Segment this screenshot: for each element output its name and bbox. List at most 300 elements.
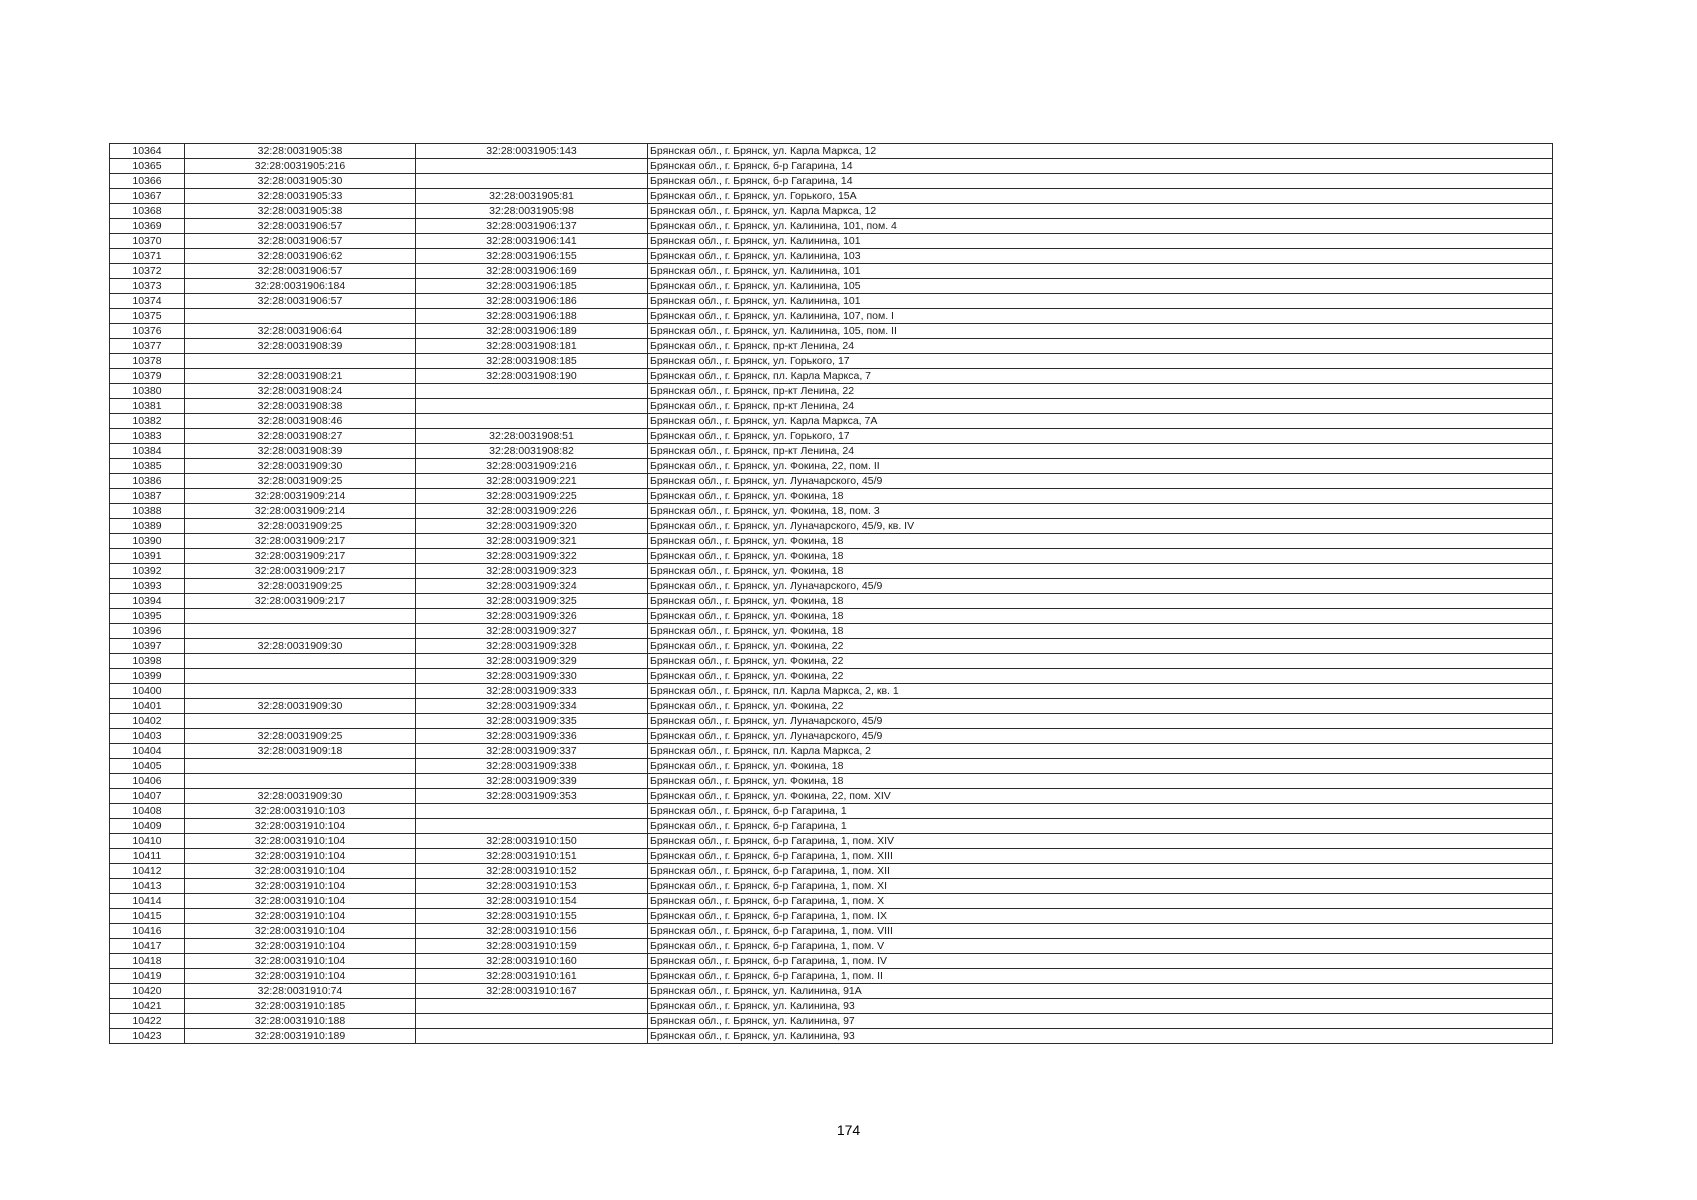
address-cell: Брянская обл., г. Брянск, ул. Калинина, 91А [648,984,1553,999]
object-cadastral-number-cell: 32:28:0031905:81 [416,189,648,204]
table-row [110,774,1553,789]
table-row [110,489,1553,504]
address-cell: Брянская обл., г. Брянск, ул. Калинина, 101 [648,264,1553,279]
table-row [110,999,1553,1014]
cadastral-number-cell: 32:28:0031909:217 [185,534,416,549]
object-cadastral-number-cell: 32:28:0031905:143 [416,144,648,159]
cadastral-number-cell: 32:28:0031910:104 [185,834,416,849]
object-cadastral-number-cell: 32:28:0031910:151 [416,849,648,864]
cadastral-number-cell: 32:28:0031909:25 [185,729,416,744]
cadastral-number-cell: 32:28:0031910:104 [185,969,416,984]
object-cadastral-number-cell: 32:28:0031909:323 [416,564,648,579]
cadastral-number-cell: 32:28:0031906:57 [185,234,416,249]
address-cell: Брянская обл., г. Брянск, б-р Гагарина, 1, пом. X [648,894,1553,909]
cadastral-number-cell: 32:28:0031909:25 [185,474,416,489]
cadastral-number-cell: 32:28:0031910:104 [185,939,416,954]
cadastral-number-cell: 32:28:0031910:104 [185,894,416,909]
object-cadastral-number-cell: 32:28:0031908:185 [416,354,648,369]
row-number-cell: 10382 [110,414,185,429]
row-number-cell: 10407 [110,789,185,804]
address-cell: Брянская обл., г. Брянск, пр-кт Ленина, 22 [648,384,1553,399]
table-row [110,699,1553,714]
address-cell: Брянская обл., г. Брянск, ул. Калинина, 101, пом. 4 [648,219,1553,234]
address-cell: Брянская обл., г. Брянск, ул. Фокина, 18 [648,594,1553,609]
object-cadastral-number-cell: 32:28:0031906:141 [416,234,648,249]
address-cell: Брянская обл., г. Брянск, ул. Калинина, 105 [648,279,1553,294]
object-cadastral-number-cell: 32:28:0031909:325 [416,594,648,609]
row-number-cell: 10405 [110,759,185,774]
object-cadastral-number-cell: 32:28:0031909:335 [416,714,648,729]
address-cell: Брянская обл., г. Брянск, ул. Фокина, 18 [648,774,1553,789]
address-cell: Брянская обл., г. Брянск, б-р Гагарина, 1, пом. VIII [648,924,1553,939]
table-row [110,234,1553,249]
address-cell: Брянская обл., г. Брянск, ул. Горького, 15А [648,189,1553,204]
table-row [110,189,1553,204]
address-cell: Брянская обл., г. Брянск, б-р Гагарина, 1 [648,804,1553,819]
row-number-cell: 10368 [110,204,185,219]
row-number-cell: 10408 [110,804,185,819]
page-number: 174 [836,1122,861,1138]
object-cadastral-number-cell: 32:28:0031909:339 [416,774,648,789]
object-cadastral-number-cell: 32:28:0031909:226 [416,504,648,519]
address-cell: Брянская обл., г. Брянск, б-р Гагарина, 1, пом. II [648,969,1553,984]
row-number-cell: 10374 [110,294,185,309]
table-row [110,174,1553,189]
row-number-cell: 10416 [110,924,185,939]
address-cell: Брянская обл., г. Брянск, б-р Гагарина, 1, пом. XIV [648,834,1553,849]
cadastral-number-cell: 32:28:0031910:104 [185,909,416,924]
table-row [110,654,1553,669]
cadastral-number-cell: 32:28:0031909:30 [185,459,416,474]
row-number-cell: 10397 [110,639,185,654]
cadastral-number-cell: 32:28:0031909:217 [185,549,416,564]
object-cadastral-number-cell: 32:28:0031909:320 [416,519,648,534]
table-row [110,969,1553,984]
object-cadastral-number-cell [416,804,648,819]
cadastral-number-cell [185,624,416,639]
cadastral-number-cell [185,309,416,324]
row-number-cell: 10369 [110,219,185,234]
table-row [110,264,1553,279]
address-cell: Брянская обл., г. Брянск, ул. Луначарского, 45/9, кв. IV [648,519,1553,534]
table-row [110,1029,1553,1044]
address-cell: Брянская обл., г. Брянск, ул. Калинина, 93 [648,999,1553,1014]
address-cell: Брянская обл., г. Брянск, ул. Фокина, 22, пом. XIV [648,789,1553,804]
table-row [110,639,1553,654]
cadastral-number-cell: 32:28:0031910:104 [185,819,416,834]
table-row [110,564,1553,579]
address-cell: Брянская обл., г. Брянск, ул. Калинина, 101 [648,294,1553,309]
cadastral-number-cell: 32:28:0031909:30 [185,699,416,714]
cadastral-number-cell: 32:28:0031910:104 [185,954,416,969]
cadastral-number-cell: 32:28:0031909:25 [185,579,416,594]
object-cadastral-number-cell [416,174,648,189]
address-cell: Брянская обл., г. Брянск, ул. Горького, 17 [648,429,1553,444]
object-cadastral-number-cell: 32:28:0031905:98 [416,204,648,219]
row-number-cell: 10415 [110,909,185,924]
object-cadastral-number-cell: 32:28:0031909:225 [416,489,648,504]
table-row [110,864,1553,879]
object-cadastral-number-cell: 32:28:0031909:337 [416,744,648,759]
registry-table [109,143,1553,1044]
object-cadastral-number-cell: 32:28:0031910:167 [416,984,648,999]
table-row [110,744,1553,759]
address-cell: Брянская обл., г. Брянск, ул. Калинина, 101 [648,234,1553,249]
address-cell: Брянская обл., г. Брянск, ул. Луначарского, 45/9 [648,729,1553,744]
object-cadastral-number-cell: 32:28:0031909:327 [416,624,648,639]
cadastral-number-cell: 32:28:0031910:104 [185,864,416,879]
row-number-cell: 10398 [110,654,185,669]
cadastral-number-cell: 32:28:0031905:38 [185,204,416,219]
table-row [110,159,1553,174]
address-cell: Брянская обл., г. Брянск, б-р Гагарина, 1, пом. XIII [648,849,1553,864]
address-cell: Брянская обл., г. Брянск, ул. Луначарского, 45/9 [648,474,1553,489]
address-cell: Брянская обл., г. Брянск, пл. Карла Маркса, 7 [648,369,1553,384]
row-number-cell: 10413 [110,879,185,894]
table-row [110,759,1553,774]
table-row [110,624,1553,639]
row-number-cell: 10378 [110,354,185,369]
object-cadastral-number-cell: 32:28:0031909:329 [416,654,648,669]
cadastral-number-cell: 32:28:0031910:189 [185,1029,416,1044]
row-number-cell: 10375 [110,309,185,324]
row-number-cell: 10386 [110,474,185,489]
object-cadastral-number-cell: 32:28:0031909:330 [416,669,648,684]
row-number-cell: 10412 [110,864,185,879]
table-row [110,954,1553,969]
object-cadastral-number-cell: 32:28:0031910:150 [416,834,648,849]
object-cadastral-number-cell: 32:28:0031906:155 [416,249,648,264]
cadastral-number-cell: 32:28:0031909:18 [185,744,416,759]
cadastral-number-cell [185,354,416,369]
table-row [110,849,1553,864]
cadastral-number-cell: 32:28:0031909:214 [185,489,416,504]
object-cadastral-number-cell: 32:28:0031910:152 [416,864,648,879]
row-number-cell: 10364 [110,144,185,159]
object-cadastral-number-cell: 32:28:0031910:154 [416,894,648,909]
cadastral-number-cell: 32:28:0031910:74 [185,984,416,999]
cadastral-number-cell [185,759,416,774]
row-number-cell: 10399 [110,669,185,684]
table-row [110,474,1553,489]
object-cadastral-number-cell: 32:28:0031906:185 [416,279,648,294]
address-cell: Брянская обл., г. Брянск, ул. Карла Маркса, 12 [648,204,1553,219]
table-row [110,789,1553,804]
address-cell: Брянская обл., г. Брянск, ул. Фокина, 18 [648,534,1553,549]
table-row [110,984,1553,999]
table-row [110,534,1553,549]
object-cadastral-number-cell: 32:28:0031906:169 [416,264,648,279]
table-row [110,354,1553,369]
address-cell: Брянская обл., г. Брянск, ул. Фокина, 18, пом. 3 [648,504,1553,519]
table-row [110,519,1553,534]
object-cadastral-number-cell: 32:28:0031906:137 [416,219,648,234]
cadastral-number-cell: 32:28:0031906:57 [185,264,416,279]
table-row [110,249,1553,264]
cadastral-number-cell: 32:28:0031908:21 [185,369,416,384]
row-number-cell: 10387 [110,489,185,504]
object-cadastral-number-cell: 32:28:0031909:328 [416,639,648,654]
address-cell: Брянская обл., г. Брянск, ул. Фокина, 18 [648,759,1553,774]
table-row [110,594,1553,609]
object-cadastral-number-cell [416,1029,648,1044]
address-cell: Брянская обл., г. Брянск, пр-кт Ленина, 24 [648,399,1553,414]
row-number-cell: 10417 [110,939,185,954]
address-cell: Брянская обл., г. Брянск, ул. Фокина, 22 [648,639,1553,654]
object-cadastral-number-cell: 32:28:0031909:326 [416,609,648,624]
object-cadastral-number-cell: 32:28:0031909:338 [416,759,648,774]
object-cadastral-number-cell: 32:28:0031906:186 [416,294,648,309]
address-cell: Брянская обл., г. Брянск, ул. Калинина, 105, пом. II [648,324,1553,339]
cadastral-number-cell: 32:28:0031905:216 [185,159,416,174]
object-cadastral-number-cell: 32:28:0031906:189 [416,324,648,339]
row-number-cell: 10367 [110,189,185,204]
table-row [110,729,1553,744]
address-cell: Брянская обл., г. Брянск, ул. Фокина, 22, пом. II [648,459,1553,474]
address-cell: Брянская обл., г. Брянск, ул. Горького, 17 [648,354,1553,369]
cadastral-number-cell: 32:28:0031909:217 [185,564,416,579]
address-cell: Брянская обл., г. Брянск, б-р Гагарина, 14 [648,174,1553,189]
row-number-cell: 10400 [110,684,185,699]
address-cell: Брянская обл., г. Брянск, б-р Гагарина, 1, пом. IV [648,954,1553,969]
row-number-cell: 10396 [110,624,185,639]
cadastral-number-cell: 32:28:0031908:38 [185,399,416,414]
address-cell: Брянская обл., г. Брянск, б-р Гагарина, 1, пом. XII [648,864,1553,879]
cadastral-number-cell: 32:28:0031909:30 [185,639,416,654]
cadastral-number-cell [185,774,416,789]
address-cell: Брянская обл., г. Брянск, б-р Гагарина, 14 [648,159,1553,174]
address-cell: Брянская обл., г. Брянск, ул. Фокина, 22 [648,699,1553,714]
row-number-cell: 10410 [110,834,185,849]
cadastral-number-cell: 32:28:0031906:184 [185,279,416,294]
address-cell: Брянская обл., г. Брянск, ул. Фокина, 18 [648,609,1553,624]
object-cadastral-number-cell: 32:28:0031909:333 [416,684,648,699]
row-number-cell: 10385 [110,459,185,474]
cadastral-number-cell: 32:28:0031908:39 [185,339,416,354]
table-row [110,504,1553,519]
row-number-cell: 10421 [110,999,185,1014]
row-number-cell: 10402 [110,714,185,729]
row-number-cell: 10370 [110,234,185,249]
cadastral-number-cell: 32:28:0031909:217 [185,594,416,609]
table-row [110,324,1553,339]
row-number-cell: 10373 [110,279,185,294]
address-cell: Брянская обл., г. Брянск, б-р Гагарина, 1, пом. V [648,939,1553,954]
object-cadastral-number-cell [416,384,648,399]
object-cadastral-number-cell: 32:28:0031910:161 [416,969,648,984]
object-cadastral-number-cell: 32:28:0031910:156 [416,924,648,939]
address-cell: Брянская обл., г. Брянск, ул. Луначарского, 45/9 [648,579,1553,594]
row-number-cell: 10420 [110,984,185,999]
object-cadastral-number-cell: 32:28:0031909:324 [416,579,648,594]
address-cell: Брянская обл., г. Брянск, пл. Карла Маркса, 2 [648,744,1553,759]
cadastral-number-cell [185,714,416,729]
address-cell: Брянская обл., г. Брянск, ул. Фокина, 22 [648,654,1553,669]
address-cell: Брянская обл., г. Брянск, пл. Карла Маркса, 2, кв. 1 [648,684,1553,699]
table-row [110,894,1553,909]
row-number-cell: 10414 [110,894,185,909]
address-cell: Брянская обл., г. Брянск, пр-кт Ленина, 24 [648,339,1553,354]
table-row [110,549,1553,564]
object-cadastral-number-cell: 32:28:0031908:51 [416,429,648,444]
cadastral-number-cell: 32:28:0031906:64 [185,324,416,339]
address-cell: Брянская обл., г. Брянск, ул. Калинина, 97 [648,1014,1553,1029]
object-cadastral-number-cell: 32:28:0031909:221 [416,474,648,489]
row-number-cell: 10409 [110,819,185,834]
row-number-cell: 10411 [110,849,185,864]
object-cadastral-number-cell: 32:28:0031910:159 [416,939,648,954]
table-row [110,684,1553,699]
object-cadastral-number-cell: 32:28:0031910:153 [416,879,648,894]
table-row [110,924,1553,939]
object-cadastral-number-cell [416,399,648,414]
table-row [110,609,1553,624]
address-cell: Брянская обл., г. Брянск, ул. Фокина, 18 [648,489,1553,504]
row-number-cell: 10383 [110,429,185,444]
cadastral-number-cell: 32:28:0031905:30 [185,174,416,189]
object-cadastral-number-cell: 32:28:0031910:155 [416,909,648,924]
object-cadastral-number-cell: 32:28:0031909:322 [416,549,648,564]
object-cadastral-number-cell [416,819,648,834]
cadastral-number-cell: 32:28:0031906:62 [185,249,416,264]
cadastral-number-cell: 32:28:0031909:30 [185,789,416,804]
table-row [110,804,1553,819]
table-row [110,579,1553,594]
object-cadastral-number-cell [416,999,648,1014]
address-cell: Брянская обл., г. Брянск, пр-кт Ленина, 24 [648,444,1553,459]
row-number-cell: 10390 [110,534,185,549]
cadastral-number-cell: 32:28:0031910:103 [185,804,416,819]
cadastral-number-cell [185,669,416,684]
object-cadastral-number-cell [416,414,648,429]
table-row [110,294,1553,309]
table-row [110,429,1553,444]
address-cell: Брянская обл., г. Брянск, ул. Калинина, 93 [648,1029,1553,1044]
row-number-cell: 10395 [110,609,185,624]
object-cadastral-number-cell [416,1014,648,1029]
table-row [110,414,1553,429]
row-number-cell: 10391 [110,549,185,564]
table-row [110,459,1553,474]
row-number-cell: 10423 [110,1029,185,1044]
table-row [110,279,1553,294]
address-cell: Брянская обл., г. Брянск, ул. Фокина, 18 [648,549,1553,564]
table-row [110,384,1553,399]
object-cadastral-number-cell: 32:28:0031909:336 [416,729,648,744]
row-number-cell: 10377 [110,339,185,354]
object-cadastral-number-cell: 32:28:0031906:188 [416,309,648,324]
object-cadastral-number-cell: 32:28:0031909:334 [416,699,648,714]
cadastral-number-cell: 32:28:0031910:104 [185,924,416,939]
row-number-cell: 10419 [110,969,185,984]
address-cell: Брянская обл., г. Брянск, ул. Калинина, 107, пом. I [648,309,1553,324]
row-number-cell: 10401 [110,699,185,714]
row-number-cell: 10403 [110,729,185,744]
address-cell: Брянская обл., г. Брянск, ул. Калинина, 103 [648,249,1553,264]
address-cell: Брянская обл., г. Брянск, ул. Фокина, 18 [648,564,1553,579]
address-cell: Брянская обл., г. Брянск, б-р Гагарина, 1, пом. XI [648,879,1553,894]
row-number-cell: 10376 [110,324,185,339]
row-number-cell: 10394 [110,594,185,609]
row-number-cell: 10422 [110,1014,185,1029]
cadastral-number-cell: 32:28:0031909:214 [185,504,416,519]
cadastral-number-cell: 32:28:0031910:188 [185,1014,416,1029]
cadastral-number-cell: 32:28:0031905:38 [185,144,416,159]
table-row [110,399,1553,414]
table-row [110,309,1553,324]
row-number-cell: 10389 [110,519,185,534]
table-row [110,369,1553,384]
row-number-cell: 10366 [110,174,185,189]
cadastral-number-cell [185,684,416,699]
table-row [110,339,1553,354]
cadastral-number-cell: 32:28:0031910:185 [185,999,416,1014]
cadastral-number-cell: 32:28:0031906:57 [185,219,416,234]
table-row [110,939,1553,954]
table-row [110,219,1553,234]
cadastral-number-cell: 32:28:0031908:24 [185,384,416,399]
object-cadastral-number-cell: 32:28:0031909:353 [416,789,648,804]
row-number-cell: 10365 [110,159,185,174]
object-cadastral-number-cell: 32:28:0031908:82 [416,444,648,459]
row-number-cell: 10381 [110,399,185,414]
object-cadastral-number-cell [416,159,648,174]
address-cell: Брянская обл., г. Брянск, ул. Карла Маркса, 7А [648,414,1553,429]
table-row [110,1014,1553,1029]
row-number-cell: 10372 [110,264,185,279]
cadastral-number-cell: 32:28:0031910:104 [185,879,416,894]
address-cell: Брянская обл., г. Брянск, б-р Гагарина, 1 [648,819,1553,834]
table-row [110,879,1553,894]
row-number-cell: 10406 [110,774,185,789]
table-body [110,144,1553,1044]
address-cell: Брянская обл., г. Брянск, ул. Луначарского, 45/9 [648,714,1553,729]
object-cadastral-number-cell: 32:28:0031910:160 [416,954,648,969]
object-cadastral-number-cell: 32:28:0031908:190 [416,369,648,384]
object-cadastral-number-cell: 32:28:0031908:181 [416,339,648,354]
table-row [110,669,1553,684]
row-number-cell: 10379 [110,369,185,384]
row-number-cell: 10404 [110,744,185,759]
object-cadastral-number-cell: 32:28:0031909:216 [416,459,648,474]
cadastral-number-cell [185,654,416,669]
cadastral-number-cell: 32:28:0031908:46 [185,414,416,429]
address-cell: Брянская обл., г. Брянск, ул. Фокина, 18 [648,624,1553,639]
row-number-cell: 10392 [110,564,185,579]
address-cell: Брянская обл., г. Брянск, ул. Фокина, 22 [648,669,1553,684]
cadastral-number-cell [185,609,416,624]
cadastral-number-cell: 32:28:0031908:27 [185,429,416,444]
row-number-cell: 10384 [110,444,185,459]
address-cell: Брянская обл., г. Брянск, б-р Гагарина, 1, пом. IX [648,909,1553,924]
table-row [110,909,1553,924]
table-row [110,144,1553,159]
table-row [110,714,1553,729]
table-row [110,834,1553,849]
table-row [110,444,1553,459]
cadastral-number-cell: 32:28:0031909:25 [185,519,416,534]
row-number-cell: 10393 [110,579,185,594]
row-number-cell: 10380 [110,384,185,399]
table-row [110,819,1553,834]
row-number-cell: 10418 [110,954,185,969]
row-number-cell: 10371 [110,249,185,264]
row-number-cell: 10388 [110,504,185,519]
address-cell: Брянская обл., г. Брянск, ул. Карла Маркса, 12 [648,144,1553,159]
cadastral-number-cell: 32:28:0031905:33 [185,189,416,204]
table-row [110,204,1553,219]
cadastral-number-cell: 32:28:0031906:57 [185,294,416,309]
